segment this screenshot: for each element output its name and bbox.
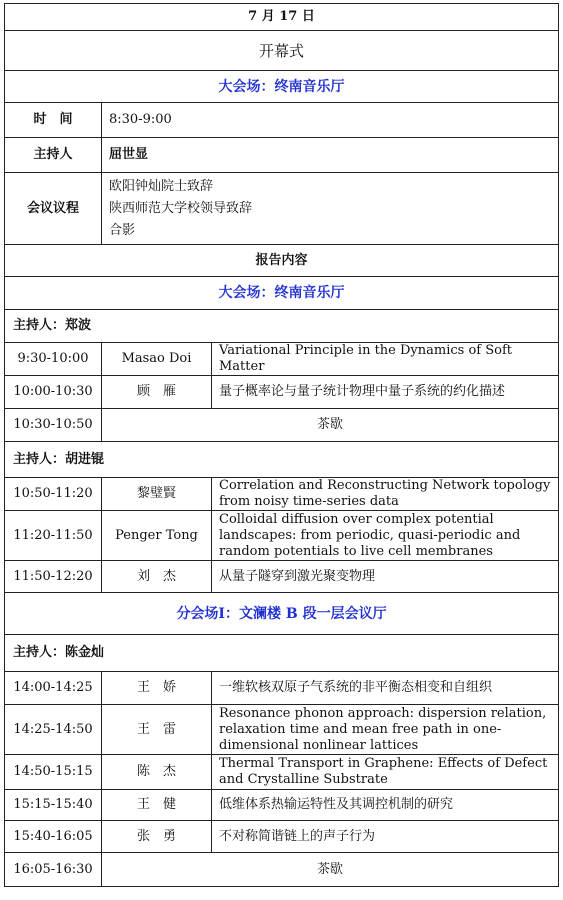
title-row	[5, 31, 559, 71]
date: 7 月 17 日	[5, 4, 559, 31]
talk-topic: 从量子隧穿到激光聚变物理	[212, 561, 559, 593]
venue-row	[5, 277, 559, 310]
talk-speaker: 王 健	[102, 790, 212, 821]
talk-topic: 不对称简谐链上的声子行为	[212, 821, 559, 853]
session-host: 主持人：郑波	[5, 310, 559, 343]
talk-row	[5, 821, 559, 853]
main-venue: 大会场：终南音乐厅	[5, 277, 559, 310]
talk-time: 15:15-15:40	[5, 790, 102, 821]
break-time: 16:05-16:30	[5, 853, 102, 887]
agenda-item: 陕西师范大学校领导致辞	[109, 200, 253, 216]
talk-time: 14:25-14:50	[5, 705, 102, 755]
talk-speaker: Penger Tong	[102, 511, 212, 561]
talk-speaker: 王 雷	[102, 705, 212, 755]
schedule-table	[4, 3, 559, 887]
date-row	[5, 4, 559, 31]
host-value: 屈世显	[102, 138, 559, 173]
time-value: 8:30-9:00	[102, 103, 559, 138]
agenda-item: 合影	[109, 222, 136, 238]
break-time: 10:30-10:50	[5, 409, 102, 442]
talk-speaker: 顾 雁	[102, 376, 212, 409]
talk-row	[5, 511, 559, 561]
host-row	[5, 138, 559, 173]
break-row	[5, 853, 559, 887]
time-row	[5, 103, 559, 138]
talk-time: 15:40-16:05	[5, 821, 102, 853]
break-row	[5, 409, 559, 442]
break-label: 茶歇	[102, 853, 559, 887]
talk-topic: Colloidal diffusion over complex potential landscapes: from periodic, quasi-periodic and random potentials to live cell membranes	[212, 511, 559, 561]
talk-speaker: 张 勇	[102, 821, 212, 853]
talk-topic: 量子概率论与量子统计物理中量子系统的约化描述	[212, 376, 559, 409]
opening-venue: 大会场：终南音乐厅	[5, 71, 559, 103]
talk-topic: 一维软核双原子气系统的非平衡态相变和自组织	[212, 672, 559, 705]
agenda-row	[5, 173, 559, 245]
agenda-item: 欧阳钟灿院士致辞	[109, 178, 214, 194]
talk-topic: Thermal Transport in Graphene: Effects of Defect and Crystalline Substrate	[212, 755, 559, 790]
talk-topic: Resonance phonon approach: dispersion relation, relaxation time and mean free path in one-dimensional nonlinear lattices	[212, 705, 559, 755]
talk-time: 10:00-10:30	[5, 376, 102, 409]
talk-time: 14:50-15:15	[5, 755, 102, 790]
talk-row	[5, 376, 559, 409]
talk-row	[5, 790, 559, 821]
talk-row	[5, 705, 559, 755]
agenda-list	[102, 173, 559, 245]
talk-speaker: 黎璧賢	[102, 478, 212, 511]
host-label: 主持人	[5, 138, 102, 173]
talk-speaker: 刘 杰	[102, 561, 212, 593]
talk-time: 9:30-10:00	[5, 343, 102, 376]
talk-row	[5, 478, 559, 511]
talk-row	[5, 755, 559, 790]
talk-speaker: 王 娇	[102, 672, 212, 705]
break-label: 茶歇	[102, 409, 559, 442]
session-host: 主持人：胡进锟	[5, 442, 559, 478]
talk-speaker: Masao Doi	[102, 343, 212, 376]
venue-row	[5, 71, 559, 103]
talk-time: 14:00-14:25	[5, 672, 102, 705]
talk-time: 11:50-12:20	[5, 561, 102, 593]
ceremony-title: 开幕式	[5, 31, 559, 71]
venue-row	[5, 593, 559, 635]
talk-topic: Variational Principle in the Dynamics of Soft Matter	[212, 343, 559, 376]
time-label: 时 间	[5, 103, 102, 138]
talk-row	[5, 343, 559, 376]
talk-row	[5, 561, 559, 593]
host-row	[5, 310, 559, 343]
talk-row	[5, 672, 559, 705]
section-title: 报告内容	[5, 245, 559, 277]
section-row	[5, 245, 559, 277]
talk-time: 10:50-11:20	[5, 478, 102, 511]
host-row	[5, 442, 559, 478]
talk-topic: 低维体系热输运特性及其调控机制的研究	[212, 790, 559, 821]
host-row	[5, 635, 559, 672]
session-host: 主持人：陈金灿	[5, 635, 559, 672]
branch-venue: 分会场Ⅰ：文澜楼 B 段一层会议厅	[5, 593, 559, 635]
talk-topic: Correlation and Reconstructing Network topology from noisy time-series data	[212, 478, 559, 511]
talk-time: 11:20-11:50	[5, 511, 102, 561]
talk-speaker: 陈 杰	[102, 755, 212, 790]
agenda-label: 会议议程	[5, 173, 102, 245]
